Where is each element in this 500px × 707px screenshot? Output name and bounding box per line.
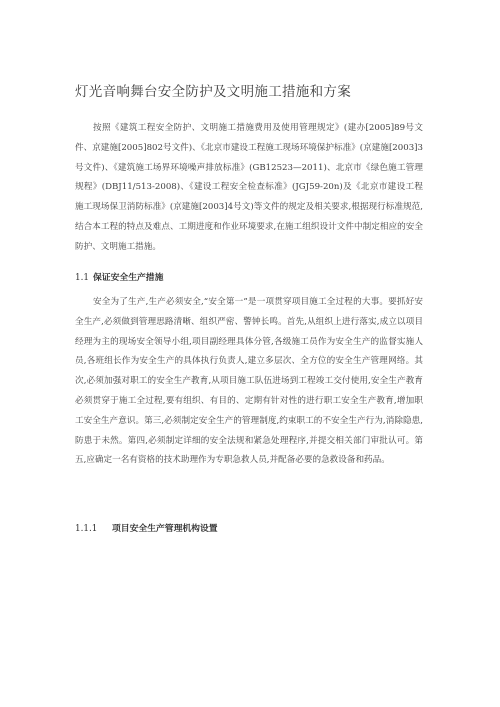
section-heading-1-1 xyxy=(75,270,163,283)
subsection-title: 项目安全生产管理机构设置 xyxy=(112,524,218,534)
section-title: 保证安全生产措施 xyxy=(93,273,164,283)
safety-measures-paragraph: 安全为了生产,生产必须安全,“安全第一”是一项贯穿项目施工全过程的大事。要抓好安全生产,必须做到管理思路清晰、组织严密、警钟长鸣。首先,从组织上进行落实,成立以项目经理为主的现场安全领导小组,项目副经理具体分管,各级施工员作为安全生产的监督实施人员,各班组长作为安全生产的具体执行负责人,建立多层次、全方位的安全生产管理网络。其次,必须加强对职工的安全生产教育,从项目施工队伍进场到工程竣工交付使用,安全生产教育必须贯穿于施工全过程,要有组织、有目的、定期有针对性的进行职工安全生产教育,增加职工安全生产意识。第三,必须制定安全生产的管理制度,约束职工的不安全生产行为,消除隐患,防患于未然。第四,必须制定详细的安全法规和紧急处理程序,并提交相关部门审批认可。第五,应确定一名有资格的技术助理作为专职急救人员,并配备必要的急救设备和药品。 xyxy=(75,297,423,466)
section-heading-1-1-1 xyxy=(75,521,218,534)
document-title: 灯光音响舞台安全防护及文明施工措施和方案 xyxy=(75,84,351,100)
section-number: 1.1 xyxy=(75,273,89,283)
subsection-number: 1.1.1 xyxy=(75,524,98,534)
intro-paragraph: 按照《建筑工程安全防护、文明施工措施费用及使用管理规定》(建办[2005]89号文件、京建施[2005]802号文件)、《北京市建设工程施工现场环境保护标准》(京建施[2003]3号文件)、《建筑施工场界环境噪声排放标准》(GB12523—2011)、北京市《绿色施工管理规程》(DBJ11/513-2008)、《建设工程安全检查标准》(JGJ59-20n)及《北京市建设工程施工现场保卫消防标准》(京建施[2003]4号文)等文件的规定及相关要求,根据现行标准规范,结合本工程的特点及难点、工期进度和作业环境要求,在施工组织设计文件中制定相应的安全防护、文明施工措施。 xyxy=(75,123,423,252)
